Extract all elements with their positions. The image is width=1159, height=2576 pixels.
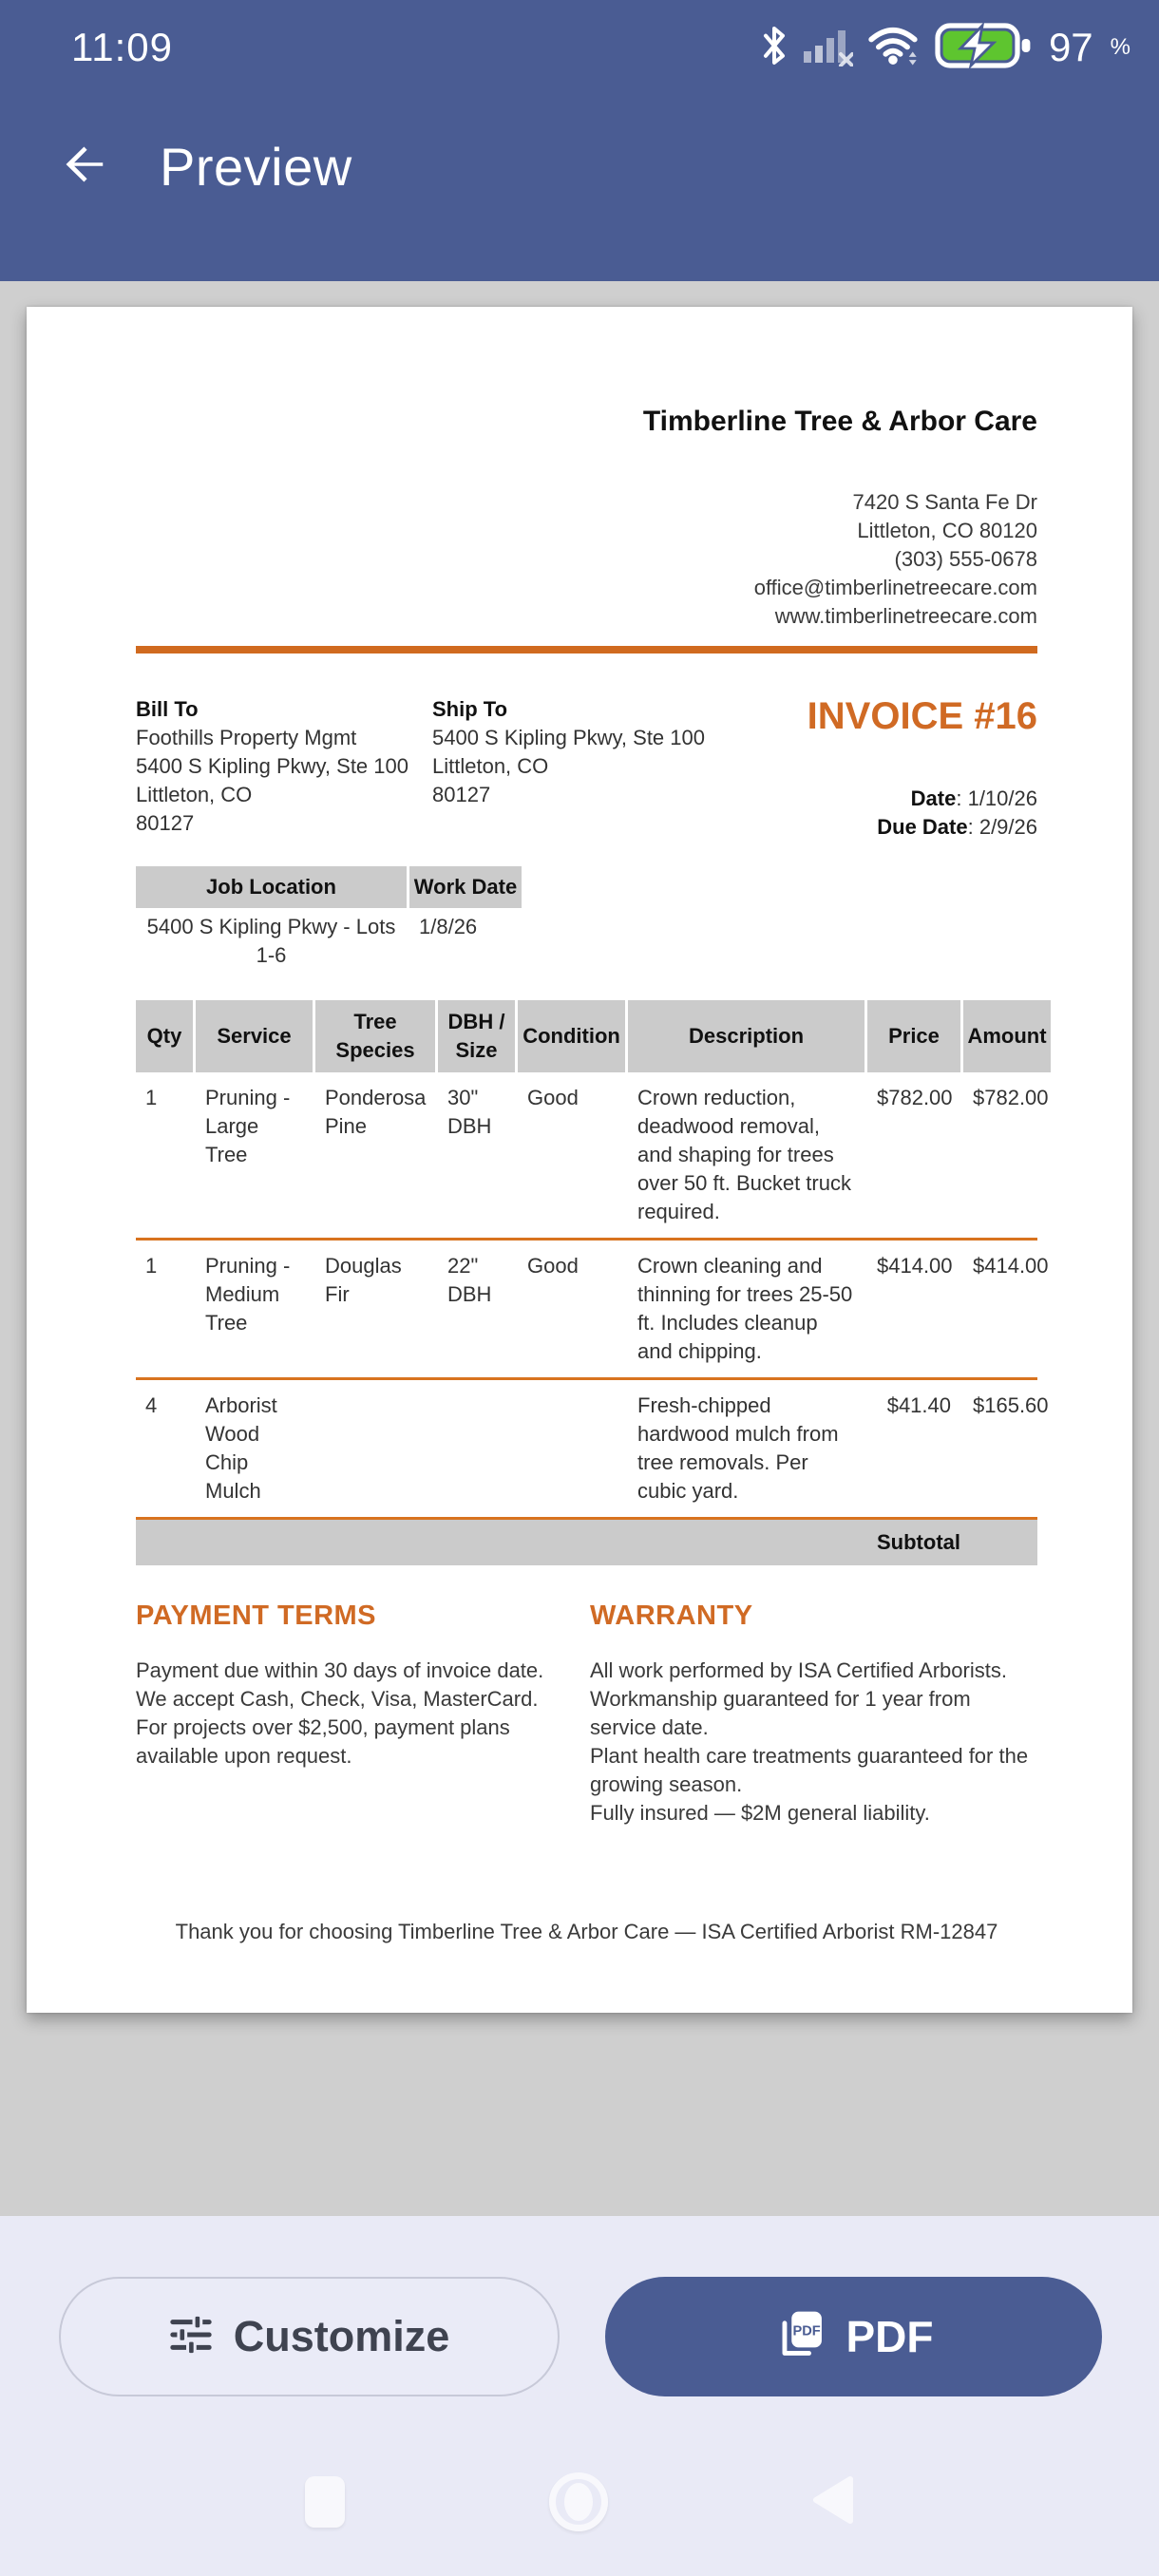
recents-square-icon (305, 2476, 345, 2528)
percent-symbol: % (1110, 34, 1130, 60)
item-qty: 1 (145, 1086, 158, 1109)
payment-terms-line: We accept Cash, Check, Visa, MasterCard. (136, 1687, 539, 1711)
condition-header: Condition (518, 1000, 625, 1072)
item-species (315, 1392, 435, 1506)
item-amount: $414.00 (973, 1254, 1049, 1278)
parties-section (136, 695, 1037, 842)
invoice-number: INVOICE #16 (807, 695, 1037, 737)
pdf-file-icon (774, 2308, 827, 2366)
status-bar (0, 0, 1159, 95)
job-table-header (136, 866, 522, 908)
status-icons (760, 21, 1130, 75)
item-amount: $782.00 (973, 1086, 1049, 1109)
android-navigation-bar (0, 2472, 1159, 2531)
back-arrow-icon (58, 139, 109, 195)
wifi-icon (868, 25, 920, 71)
bill-to-label: Bill To (136, 697, 199, 721)
date-label: Date (910, 786, 957, 810)
top-header-block (0, 0, 1159, 281)
table-row (136, 1241, 1049, 1377)
item-service: Arborist Wood Chip Mulch (205, 1393, 277, 1503)
tree-species-header: Tree Species (315, 1000, 435, 1072)
payment-terms-line: Payment due within 30 days of invoice date. (136, 1658, 544, 1682)
action-buttons-row (0, 2216, 1159, 2396)
company-address (136, 488, 1037, 631)
invoice-meta-block (808, 695, 1037, 842)
due-date-value: : 2/9/26 (967, 815, 1037, 839)
svg-text:PDF: PDF (791, 2323, 821, 2339)
item-description: Crown cleaning and thinning for trees 25-50 ft. Includes cleanup and chipping. (637, 1254, 853, 1363)
due-date-label: Due Date (877, 815, 968, 839)
item-condition: Good (527, 1254, 579, 1278)
company-email: office@timberlinetreecare.com (753, 576, 1037, 599)
qty-header: Qty (136, 1000, 193, 1072)
job-location-header: Job Location (136, 866, 407, 908)
warranty-line: Fully insured — $2M general liability. (590, 1801, 930, 1825)
item-species: Ponderosa Pine (325, 1086, 427, 1138)
payment-terms-block (136, 1600, 582, 1828)
payment-terms-heading: PAYMENT TERMS (136, 1601, 377, 1631)
warranty-heading: WARRANTY (590, 1601, 753, 1631)
pdf-button[interactable] (605, 2277, 1102, 2396)
clock-text: 11:09 (71, 25, 173, 69)
preview-scroll-area[interactable] (0, 307, 1159, 2242)
back-button[interactable] (57, 140, 110, 193)
customize-button[interactable] (59, 2277, 560, 2396)
item-service: Pruning - Large Tree (205, 1086, 291, 1166)
back-nav-button[interactable] (812, 2475, 854, 2529)
company-address-line: (303) 555-0678 (894, 547, 1037, 571)
items-table-header (136, 1000, 1047, 1072)
description-header: Description (628, 1000, 864, 1072)
item-amount: $165.60 (973, 1393, 1049, 1417)
ship-to-block (432, 695, 729, 842)
service-header: Service (196, 1000, 313, 1072)
battery-icon (935, 21, 1034, 75)
job-location-value: 5400 S Kipling Pkwy - Lots 1-6 (146, 915, 396, 967)
payment-terms-line: For projects over $2,500, payment plans available upon request. (136, 1715, 510, 1768)
item-dbh: 30" DBH (447, 1086, 492, 1138)
dbh-size-header: DBH / Size (438, 1000, 515, 1072)
accent-divider-bar (136, 646, 1037, 653)
bottom-action-bar (0, 2216, 1159, 2576)
bill-to-line: 80127 (136, 811, 195, 835)
job-table-row (136, 913, 522, 970)
tune-icon (169, 2313, 213, 2361)
thank-you-note: Thank you for choosing Timberline Tree & Arbor Care — ISA Certified Arborist RM-12847 (175, 1920, 998, 1943)
amount-header: Amount (963, 1000, 1051, 1072)
invoice-date-line (808, 785, 1037, 813)
cellular-signal-icon (804, 25, 853, 71)
subtotal-label: Subtotal (877, 1530, 960, 1554)
table-row (136, 1072, 1049, 1238)
item-dbh: 22" DBH (447, 1254, 492, 1306)
ship-to-line: Littleton, CO (432, 754, 549, 778)
bill-to-block (136, 695, 432, 842)
pdf-button-label: PDF (846, 2312, 934, 2361)
bluetooth-icon (760, 23, 788, 73)
bill-to-line: Littleton, CO (136, 783, 253, 806)
ship-to-line: 80127 (432, 783, 491, 806)
item-price: $782.00 (877, 1086, 953, 1109)
warranty-line: Workmanship guaranteed for 1 year from service date. (590, 1687, 971, 1739)
invoice-due-date-line (808, 813, 1037, 842)
work-date-value: 1/8/26 (419, 915, 478, 938)
item-condition (518, 1392, 625, 1506)
recents-button[interactable] (305, 2476, 345, 2528)
page-title: Preview (160, 136, 352, 197)
item-qty: 1 (145, 1254, 158, 1278)
warranty-line: All work performed by ISA Certified Arborists. (590, 1658, 1007, 1682)
item-condition: Good (527, 1086, 579, 1109)
table-row (136, 1380, 1049, 1517)
ship-to-label: Ship To (432, 697, 508, 721)
invoice-dates (808, 785, 1037, 842)
item-price: $41.40 (886, 1393, 951, 1417)
warranty-text (590, 1657, 1037, 1828)
item-species: Douglas Fir (325, 1254, 402, 1306)
work-date-header: Work Date (409, 866, 522, 908)
date-value: : 1/10/26 (956, 786, 1037, 810)
price-header: Price (867, 1000, 960, 1072)
customize-button-label: Customize (233, 2312, 450, 2360)
bill-to-line: Foothills Property Mgmt (136, 726, 357, 749)
battery-percent-text: 97 (1048, 25, 1093, 69)
home-button[interactable] (549, 2472, 608, 2531)
payment-terms-text (136, 1657, 582, 1771)
item-dbh (438, 1392, 515, 1506)
item-qty: 4 (145, 1393, 158, 1417)
back-triangle-icon (812, 2475, 854, 2529)
line-items-table (136, 1000, 1049, 1565)
job-location-table (136, 866, 522, 970)
terms-section (136, 1600, 1037, 1828)
warranty-block (590, 1600, 1037, 1828)
bill-to-line: 5400 S Kipling Pkwy, Ste 100 (136, 754, 408, 778)
item-service: Pruning - Medium Tree (205, 1254, 291, 1335)
home-circle-icon (549, 2472, 608, 2531)
invoice-document (27, 307, 1132, 2013)
app-bar (0, 95, 1159, 237)
ship-to-line: 5400 S Kipling Pkwy, Ste 100 (432, 726, 705, 749)
company-name: Timberline Tree & Arbor Care (642, 406, 1037, 437)
item-price: $414.00 (877, 1254, 953, 1278)
item-description: Crown reduction, deadwood removal, and shaping for trees over 50 ft. Bucket truck required. (637, 1086, 851, 1223)
subtotal-row (136, 1520, 1037, 1565)
company-website: www.timberlinetreecare.com (774, 604, 1037, 628)
warranty-line: Plant health care treatments guaranteed for the growing season. (590, 1744, 1029, 1796)
item-description: Fresh-chipped hardwood mulch from tree removals. Per cubic yard. (637, 1393, 839, 1503)
company-address-line: Littleton, CO 80120 (857, 519, 1037, 542)
company-address-line: 7420 S Santa Fe Dr (852, 490, 1037, 514)
